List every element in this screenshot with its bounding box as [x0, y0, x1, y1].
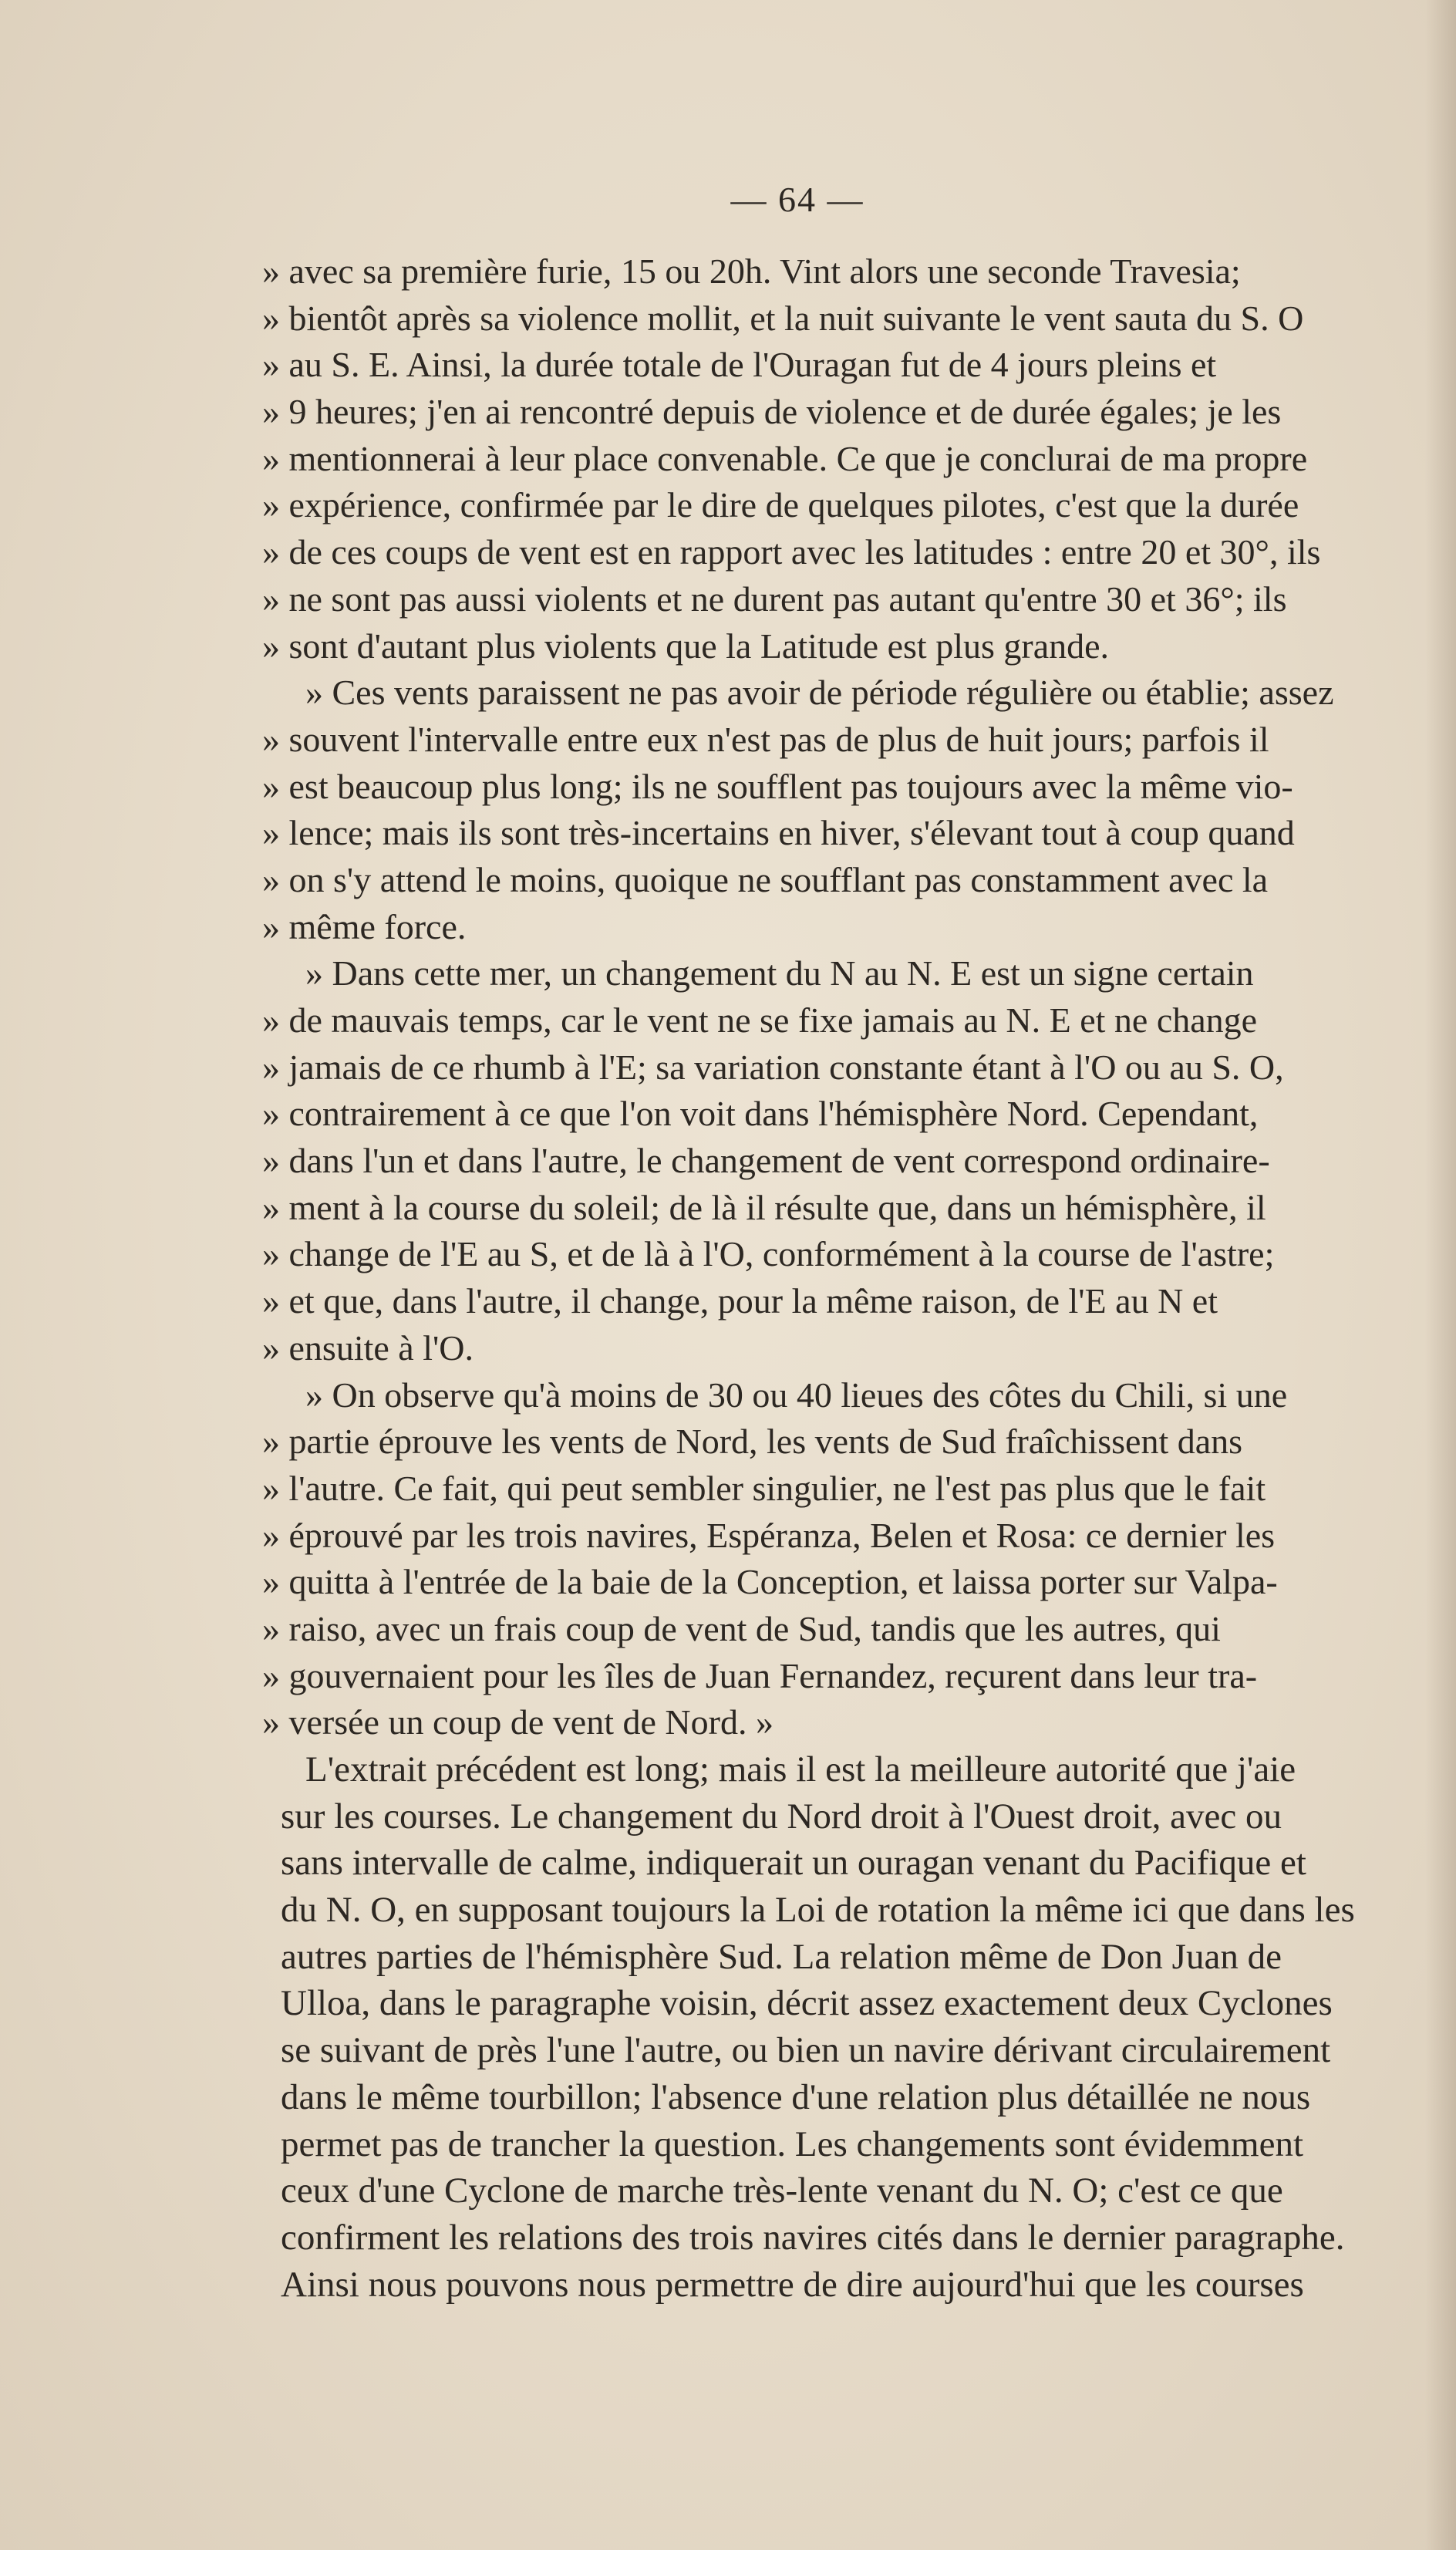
text-line: se suivant de près l'une l'autre, ou bien un navire dérivant circulairement — [281, 2030, 1331, 2071]
text-line: » Dans cette mer, un changement du N au N. E est un signe certain — [305, 953, 1254, 993]
text-line: permet pas de trancher la question. Les changements sont évidemment — [281, 2123, 1304, 2164]
text-line: » dans l'un et dans l'autre, le changement de vent correspond ordinaire- — [262, 1141, 1270, 1181]
text-line: » et que, dans l'autre, il change, pour la même raison, de l'E au N et — [262, 1281, 1218, 1321]
text-line: sans intervalle de calme, indiquerait un ouragan venant du Pacifique et — [281, 1843, 1306, 1884]
text-line: » expérience, confirmée par le dire de quelques pilotes, c'est que la durée — [262, 485, 1299, 525]
text-line: » contrairement à ce que l'on voit dans l'hémisphère Nord. Cependant, — [262, 1094, 1259, 1134]
text-line: » sont d'autant plus violents que la Latitude est plus grande. — [262, 626, 1110, 666]
text-line: du N. O, en supposant toujours la Loi de rotation la même ici que dans les — [281, 1890, 1355, 1931]
text-line: L'extrait précédent est long; mais il est la meilleure autorité que j'aie — [305, 1749, 1296, 1789]
text-line: Ainsi nous pouvons nous permettre de dire aujourd'hui que les courses — [281, 2264, 1304, 2305]
text-line: » versée un coup de vent de Nord. » — [262, 1702, 774, 1742]
text-line: » Ces vents paraissent ne pas avoir de période régulière ou établie; assez — [305, 673, 1334, 713]
text-line: » éprouvé par les trois navires, Espéranza, Belen et Rosa: ce dernier les — [262, 1515, 1276, 1555]
text-line: » jamais de ce rhumb à l'E; sa variation constante étant à l'O ou au S. O, — [262, 1047, 1284, 1087]
text-line: » l'autre. Ce fait, qui peut sembler singulier, ne l'est pas plus que le fait — [262, 1468, 1266, 1508]
text-line: confirment les relations des trois navires cités dans le dernier paragraphe. — [281, 2217, 1345, 2258]
text-line: » bientôt après sa violence mollit, et la nuit suivante le vent sauta du S. O — [262, 298, 1304, 338]
text-line: dans le même tourbillon; l'absence d'une relation plus détaillée ne nous — [281, 2076, 1311, 2117]
text-line: » ne sont pas aussi violents et ne durent pas autant qu'entre 30 et 36°; ils — [262, 578, 1287, 619]
text-line: » au S. E. Ainsi, la durée totale de l'Ouragan fut de 4 jours pleins et — [262, 345, 1217, 385]
text-line: » est beaucoup plus long; ils ne soufflent pas toujours avec la même vio- — [262, 766, 1293, 806]
text-line: » de mauvais temps, car le vent ne se fixe jamais au N. E et ne change — [262, 1000, 1258, 1040]
text-line: » mentionnerai à leur place convenable. Ce que je conclurai de ma propre — [262, 438, 1308, 478]
text-line: » ensuite à l'O. — [262, 1327, 474, 1368]
text-line: » lence; mais ils sont très-incertains en hiver, s'élevant tout à coup quand — [262, 813, 1295, 853]
text-line: sur les courses. Le changement du Nord droit à l'Ouest droit, avec ou — [281, 1796, 1282, 1837]
text-line: » gouvernaient pour les îles de Juan Fernandez, reçurent dans leur tra- — [262, 1655, 1258, 1695]
page-number: — 64 — — [730, 180, 865, 219]
page-body-text — [262, 248, 1419, 2308]
page-edge-shadow — [1425, 0, 1456, 2550]
text-line: » même force. — [262, 906, 467, 946]
text-line: Ulloa, dans le paragraphe voisin, décrit assez exactement deux Cyclones — [281, 1983, 1333, 2024]
text-line: » 9 heures; j'en ai rencontré depuis de violence et de durée égales; je les — [262, 392, 1282, 432]
text-line: » ment à la course du soleil; de là il résulte que, dans un hémisphère, il — [262, 1187, 1266, 1227]
text-line: » avec sa première furie, 15 ou 20h. Vint alors une seconde Travesia; — [262, 251, 1241, 291]
text-line: » On observe qu'à moins de 30 ou 40 lieues des côtes du Chili, si une — [305, 1375, 1288, 1415]
text-line: » quitta à l'entrée de la baie de la Conception, et laissa porter sur Valpa- — [262, 1562, 1278, 1602]
text-line: » raiso, avec un frais coup de vent de Sud, tandis que les autres, qui — [262, 1608, 1221, 1648]
text-line: autres parties de l'hémisphère Sud. La relation même de Don Juan de — [281, 1936, 1282, 1977]
text-line: » souvent l'intervalle entre eux n'est pas de plus de huit jours; parfois il — [262, 719, 1269, 759]
text-line: ceux d'une Cyclone de marche très-lente venant du N. O; c'est ce que — [281, 2171, 1283, 2211]
text-line: » change de l'E au S, et de là à l'O, conformément à la course de l'astre; — [262, 1234, 1275, 1274]
text-line: » on s'y attend le moins, quoique ne soufflant pas constamment avec la — [262, 859, 1269, 899]
text-line: » partie éprouve les vents de Nord, les vents de Sud fraîchissent dans — [262, 1422, 1243, 1462]
text-line: » de ces coups de vent est en rapport avec les latitudes : entre 20 et 30°, ils — [262, 532, 1321, 572]
